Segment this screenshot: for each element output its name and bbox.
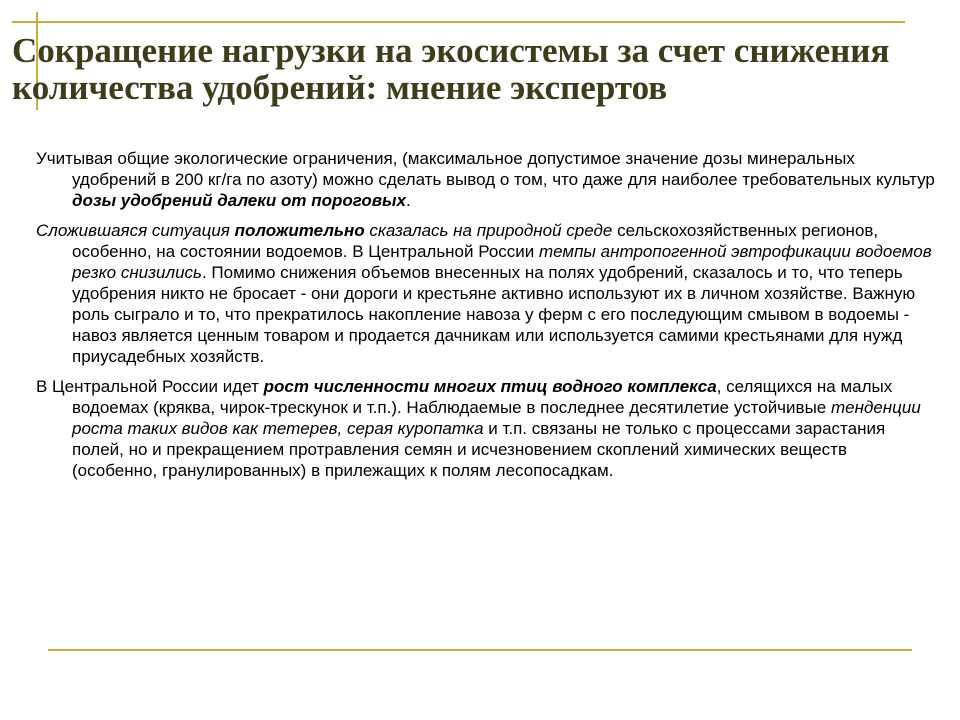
paragraph-3 — [36, 376, 936, 481]
slide-title: Сокращение нагрузки на экосистемы за счет снижения количества удобрений: мнение экспертов — [12, 31, 890, 107]
paragraph-2-run-6: . Помимо снижения объемов внесенных на полях удобрений, сказалось и то, что теперь удобрения никто не бросает - они дороги и крестьяне активно используют их в личном хозяйстве. Важную роль сыграло и то, что прекратилось накопление навоза у ферм с его последующим смывом в водоемы - навоз является ценным товаром и продается дачникам или используется самими крестьянами для нужд приусадебных хозяйств. — [72, 263, 916, 366]
decorative-top-line — [12, 21, 905, 23]
paragraph-3-run-5: и т.п. связаны не только с процессами зарастания полей, но и прекращением протравления семян и исчезновением скоплений химических веществ (особенно, гранулированных) в прилежащих к полям лесопосадкам. — [72, 419, 886, 480]
paragraph-3-run-2: рост численности многих птиц водного комплекса — [263, 377, 717, 396]
paragraph-2-run-3: сказалась на природной среде — [364, 221, 613, 240]
paragraph-2 — [36, 220, 936, 367]
paragraph-2-run-2: положительно — [234, 221, 365, 240]
paragraph-1 — [36, 148, 936, 211]
paragraph-3-run-4: тенденции роста таких видов как тетерев, серая куропатка — [72, 398, 921, 438]
paragraph-1-run-2: дозы удобрений далеки от пороговых — [72, 191, 407, 210]
paragraph-3-run-3: , селящихся на малых водоемах (кряква, чирок-трескунок и т.п.). Наблюдаемые в последнее десятилетие устойчивые — [72, 377, 893, 417]
paragraph-2-run-1: Сложившаяся ситуация — [36, 221, 235, 240]
paragraph-3-run-1: В Центральной России идет — [36, 377, 264, 396]
decorative-bottom-line — [48, 649, 912, 651]
paragraph-2-run-4: сельскохозяйственных регионов, особенно, на состоянии водоемов. В Центральной России — [72, 221, 879, 261]
paragraph-1-run-3: . — [406, 191, 411, 210]
paragraph-2-run-5: темпы антропогенной эвтрофикации водоемов резко снизились — [72, 242, 932, 282]
slide-body — [36, 148, 936, 490]
paragraph-1-run-1: Учитывая общие экологические ограничения, (максимальное допустимое значение дозы минеральных удобрений в 200 кг/га по азоту) можно сделать вывод о том, что даже для наиболее требовательных культур — [36, 149, 935, 189]
